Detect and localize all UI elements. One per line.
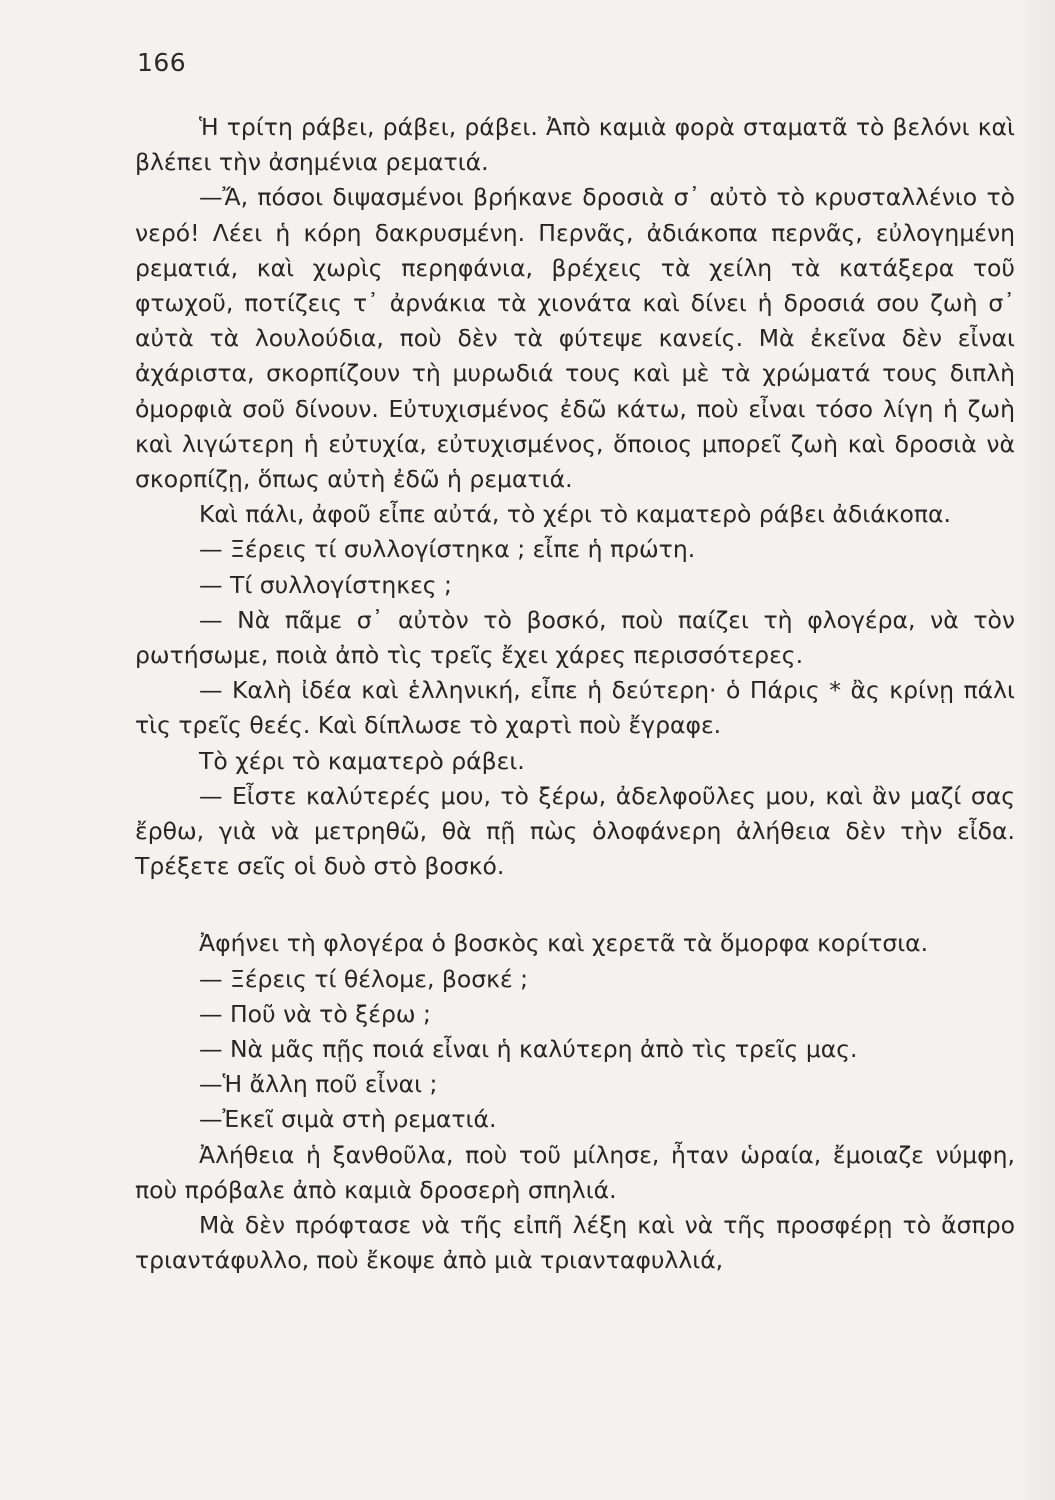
paragraph: Ἀλήθεια ἡ ξανθοῦλα, ποὺ τοῦ μίλησε, ἦταν ὡραία, ἔμοιαζε νύμφη, ποὺ πρόβαλε ἀπὸ καμιὰ δροσερὴ σπηλιά. xyxy=(135,1140,1015,1204)
paragraph: —Ἄ, πόσοι διψασμένοι βρήκανε δροσιὰ σ᾽ αὐτὸ τὸ κρυσταλλένιο τὸ νερό! Λέει ἡ κόρη δακρυσμένη. Περνᾶς, ἀδιάκοπα περνᾶς, εὐλογημένη ρεματιά, καὶ χωρὶς περηφάνια, βρέχεις τὰ χείλη τὰ κατάξερα τοῦ φτωχοῦ, ποτίζεις τ᾽ ἀρνάκια τὰ χιονάτα καὶ δίνει ἡ δροσιά σου ζωὴ σ᾽ αὐτὰ τὰ λουλούδια, ποὺ δὲν τὰ φύτεψε κανείς. Μὰ ἐκεῖνα δὲν εἶναι ἀχάριστα, σκορπίζουν τὴ μυρωδιά τους καὶ μὲ τὰ χρώματά τους διπλὴ ὀμορφιὰ σοῦ δίνουν. Εὐτυχισμένος ἐδῶ κάτω, ποὺ εἶναι τόσο λίγη ἡ ζωὴ καὶ λιγώτερη ἡ εὐτυχία, εὐτυχισμένος, ὅποιος μπορεῖ ζωὴ καὶ δροσιὰ νὰ σκορπίζῃ, ὅπως αὐτὴ ἐδῶ ἡ ρεματιά. xyxy=(135,183,1015,494)
paragraph: Καὶ πάλι, ἀφοῦ εἶπε αὐτά, τὸ χέρι τὸ καματερὸ ράβει ἀδιάκοπα. xyxy=(199,500,952,529)
section-break xyxy=(135,884,1015,926)
dialogue-line: — Εἶστε καλύτερές μου, τὸ ξέρω, ἀδελφοῦλες μου, καὶ ἂν μαζί σας ἔρθω, γιὰ νὰ μετρηθῶ, θὰ πῇ πὼς ὁλοφάνερη ἀλήθεια δὲν τὴν εἶδα. Τρέξετε σεῖς οἱ δυὸ στὸ βοσκό. xyxy=(135,781,1015,881)
page-number: 166 xyxy=(137,48,187,77)
dialogue-line: —Ἐκεῖ σιμὰ στὴ ρεματιά. xyxy=(199,1105,497,1134)
body-text xyxy=(135,110,1015,1279)
dialogue-line: —Ἡ ἄλλη ποῦ εἶναι ; xyxy=(199,1070,438,1099)
paragraph: Μὰ δὲν πρόφτασε νὰ τῆς εἰπῆ λέξη καὶ νὰ τῆς προσφέρῃ τὸ ἄσπρο τριαντάφυλλο, ποὺ ἔκοψε ἀπὸ μιὰ τριανταφυλλιά, xyxy=(135,1211,1015,1275)
dialogue-line: — Νὰ μᾶς πῇς ποιά εἶναι ἡ καλύτερη ἀπὸ τὶς τρεῖς μας. xyxy=(199,1035,858,1064)
dialogue-line: — Τί συλλογίστηκες ; xyxy=(199,570,452,599)
page-edge-shadow xyxy=(1015,0,1055,1500)
dialogue-line: — Καλὴ ἰδέα καὶ ἑλληνική, εἶπε ἡ δεύτερη· ὁ Πάρις * ἂς κρίνῃ πάλι τὶς τρεῖς θεές. Καὶ δίπλωσε τὸ χαρτὶ ποὺ ἔγραφε. xyxy=(135,676,1015,740)
dialogue-line: — Ποῦ νὰ τὸ ξέρω ; xyxy=(199,999,431,1028)
dialogue-line: — Νὰ πᾶμε σ᾽ αὐτὸν τὸ βοσκό, ποὺ παίζει τὴ φλογέρα, νὰ τὸν ρωτήσωμε, ποιὰ ἀπὸ τὶς τρεῖς ἔχει χάρες περισσότερες. xyxy=(135,605,1015,670)
paragraph: Τὸ χέρι τὸ καματερὸ ράβει. xyxy=(199,746,525,775)
paragraph: Ἡ τρίτη ράβει, ράβει, ράβει. Ἀπὸ καμιὰ φορὰ σταματᾶ τὸ βελόνι καὶ βλέπει τὴν ἀσημένια ρεματιά. xyxy=(135,113,1015,177)
paragraph: Ἀφήνει τὴ φλογέρα ὁ βοσκὸς καὶ χερετᾶ τὰ ὅμορφα κορίτσια. xyxy=(199,929,929,958)
dialogue-line: — Ξέρεις τί θέλομε, βοσκέ ; xyxy=(199,964,529,993)
dialogue-line: — Ξέρεις τί συλλογίστηκα ; εἶπε ἡ πρώτη. xyxy=(199,535,696,564)
